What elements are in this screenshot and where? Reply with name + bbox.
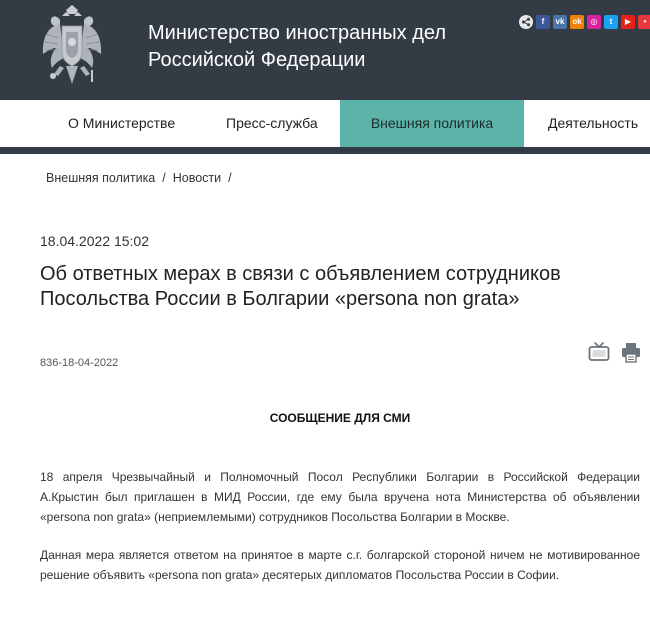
article-title: Об ответных мерах в связи с объявлением сотрудников Посольства России в Болгарии «persona non grata» [40,263,561,310]
breadcrumb-item-foreign-policy[interactable]: Внешняя политика [46,171,156,185]
instagram-icon[interactable]: ◎ [587,15,601,29]
breadcrumb-separator: / [162,171,166,185]
nav-item-foreign-policy[interactable]: Внешняя политика [340,100,524,147]
article-paragraph: Данная мера является ответом на принятое в марте с.г. болгарской стороной ничем не мотивированное решение объявить «persona non grata» десятерых дипломатов Посольства России в Софии. [40,548,640,582]
nav-bottom-bar [0,147,650,154]
vk-icon[interactable]: vk [553,15,567,29]
share-icon[interactable] [519,15,533,29]
press-release-heading: СООБЩЕНИЕ ДЛЯ СМИ [269,411,411,425]
ministry-title-line2: Российской Федерации [148,49,366,71]
coat-of-arms-logo[interactable] [40,4,104,90]
site-header [0,0,650,100]
odnoklassniki-icon[interactable]: ok [570,15,584,29]
nav-item-activity[interactable]: Деятельность [548,115,639,131]
breadcrumb-item-news[interactable]: Новости [172,171,222,185]
tv-icon[interactable] [588,341,610,363]
twitter-icon[interactable]: t [604,15,618,29]
breadcrumb [46,171,239,185]
nav-item-about-ministry[interactable]: О Министерстве [68,115,176,131]
print-icon[interactable] [621,342,641,363]
ministry-title[interactable] [148,20,488,74]
mail-icon[interactable]: • [638,15,650,29]
main-navigation [0,100,650,147]
breadcrumb-separator: / [228,171,232,185]
article-date: 18.04.2022 15:02 [40,233,149,249]
article-paragraph: 18 апреля Чрезвычайный и Полномочный Посол Республики Болгарии в Российской Федерации А.Крыстин был приглашен в МИД России, где ему была вручена нота Министерства об объявлении «persona non grata» (неприемлемыми) сотрудников Посольства Болгарии в Москве. [40,470,640,524]
document-number: 836-18-04-2022 [40,357,119,369]
facebook-icon[interactable]: f [536,15,550,29]
social-links [536,15,650,29]
nav-item-press-service[interactable]: Пресс-служба [226,115,318,131]
youtube-icon[interactable]: ▶ [621,15,635,29]
ministry-title-line1: Министерство иностранных дел [148,22,447,44]
